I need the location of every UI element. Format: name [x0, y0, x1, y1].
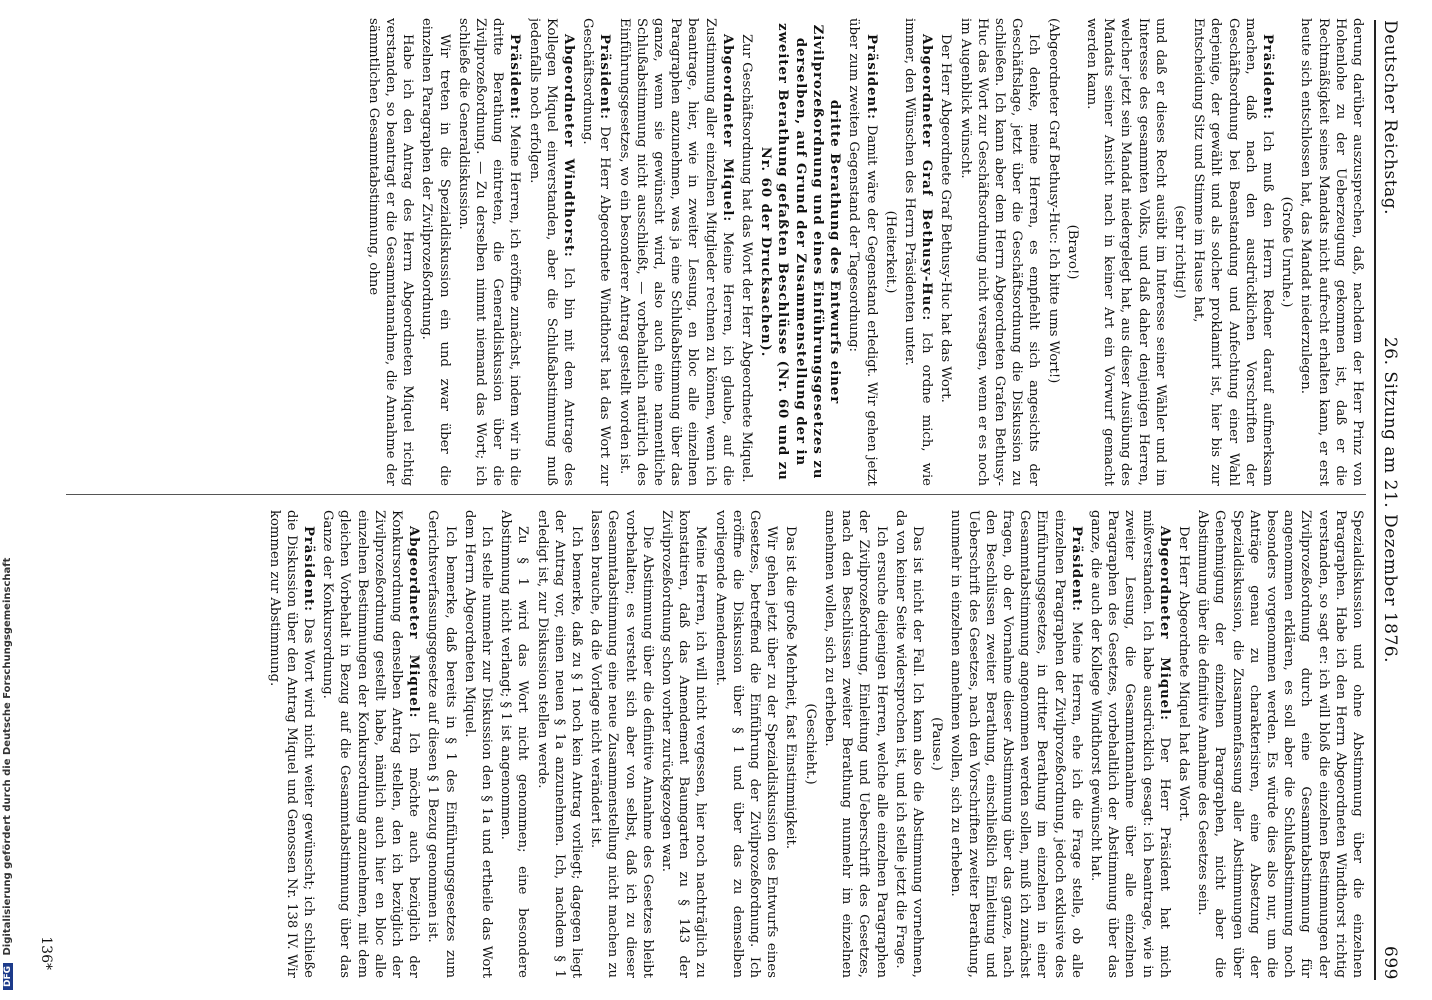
- document-page: [10, 0, 1410, 1000]
- speaker-name: Abgeordneter Windthorst:: [561, 34, 577, 258]
- paragraph: [1044, 18, 1061, 486]
- paragraph: [738, 18, 755, 486]
- column-divider: [66, 494, 1366, 495]
- paragraph-text: und daß er dieses Recht ausübt im Interesse seiner Wähler und im Interesse des gesammten Volks, und daß daher denjenigen Herren, welcher jetzt sein Mandat niedergelegt hat, aus dieser Ausübung des Mandats seiner Ansicht nach in keiner Art ein Vorwurf gemacht werden kann.: [1083, 18, 1168, 486]
- paragraph-text: Wir gehen jetzt über zu der Spezialdiskussion des Entwurfs eines Gesetzes, betreffend die Einführung der Zivilprozeßordnung. Ich eröffne die Diskussion über § 1 und über das zu demselben vorliegende Amendement.: [712, 510, 780, 978]
- speaker-name: Abgeordneter Miquel:: [719, 34, 735, 223]
- paragraph: [956, 18, 1042, 486]
- paragraph-text: Der Herr Abgeordnete Miquel hat das Wort.: [1175, 526, 1191, 822]
- paragraph-text: Meine Herren, ich eröffne zunächst, indem wir in die dritte Berathung eintreten, die Generaldiskussion über die Zivilprozeßordnung. — Zu derselben nimmt niemand das Wort; ich schließe die Generaldiskussion.: [455, 18, 523, 486]
- paragraph: [1278, 18, 1295, 486]
- paragraph: [845, 18, 879, 486]
- speaker-name: Abgeordneter Miquel:: [406, 526, 422, 719]
- paragraph-text: Der Herr Abgeordnete Graf Bethusy-Huc hat das Wort.: [938, 34, 954, 403]
- paragraph: [587, 510, 656, 978]
- paragraph: [1175, 510, 1192, 978]
- paragraph: [525, 18, 577, 486]
- page-number: 699: [1380, 946, 1400, 980]
- paragraph-text: derung darüber auszusprechen, daß, nachdem der Herr Prinz von Hohenlohe zu der Ueberzeugung gekommen ist, daß er die Rechtmäßigkeit seines Mandats nicht aufrecht erhalten kann, er erst heute sich entschlossen hat, das Mandat niederzulegen.: [1298, 18, 1365, 486]
- paragraph: [937, 18, 954, 486]
- paragraph: [615, 18, 735, 486]
- paragraph: [802, 510, 819, 978]
- paragraph: [319, 510, 422, 978]
- paragraph-text: Das ist nicht der Fall. Ich kann also die Abstimmung vornehmen, da von keiner Seite widersprochen ist, und ich stelle jetzt die Frage.: [892, 510, 925, 978]
- paragraph: [757, 18, 843, 486]
- paragraph-text: Ich muß den Herrn Redner darauf aufmerksam machen, daß nach den ausdrücklichen Vorschriften der Geschäftsordnung bei Beanstandung und Anfechtung einer Wahl derjenige, der gewählt und als solcher proklamirt ist, hier bis zur Entscheidung Sitz und Stimme im Hause hat,: [1191, 18, 1275, 486]
- paragraph: [418, 18, 452, 486]
- paragraph-text: Wir treten in die Spezialdiskussion ein und zwar über die einzelnen Paragraphen der Zivilprozeßordnung.: [419, 18, 452, 486]
- paragraph-text: Ich denke, meine Herren, es empfiehlt sich angesichts der Geschäftslage, jetzt über die Geschäftsordnung die Diskussion zu schließen. Ich kann aber dem Herrn Abgeordneten Grafen Bethusy-Huc das Wort zur Geschäftsordnung nicht versagen, wenn er es noch im Augenblick wünscht.: [957, 18, 1042, 486]
- paragraph: [461, 510, 495, 978]
- digitization-notice: [2, 557, 16, 990]
- speaker-name: Abgeordneter Miquel:: [1156, 526, 1172, 721]
- paragraph: [882, 18, 899, 486]
- paragraph: [821, 510, 890, 978]
- paragraph-text: Ich möchte auch bezüglich der Konkursordnung denselben Antrag stellen, den ich bezüglich der Zivilprozeßordnung gestellt habe, nämlich auch hier en bloc alle einzelnen Bestimmungen der Konkursordnung anzunehmen, mit dem gleichen Vorbehalt in Bezug auf die Gesammtabstimmung über das Ganze der Konkursordnung.: [320, 510, 422, 978]
- paragraph: [1171, 18, 1188, 486]
- paragraph-text: Ich ersuche diejenigen Herren, welche alle einzelnen Paragraphen der Zivilprozeßordnung, Einleitung und Ueberschrift des Gesetzes, nach den Beschlüssen zweiter Berathung nunmehr im einzelnen annehmen wollen, sich zu erheben.: [821, 510, 889, 978]
- paragraph: [892, 510, 926, 978]
- paragraph: [1083, 18, 1169, 486]
- speaker-name: Präsident:: [301, 526, 317, 613]
- page-header: [1374, 20, 1402, 980]
- paragraph-text: Ich ordne mich, wie immer, den Wünschen des Herrn Präsidenten unter.: [901, 18, 935, 486]
- paragraph-text: Ich bemerke, daß bereits in § 1 des Einführungsgesetzes zum Gerichtsverfassungsgesetze auf diesen § 1 Bezug genommen ist.: [425, 510, 458, 978]
- paragraph: [424, 510, 458, 978]
- paragraph-text: dritte Berathung des Entwurfs einer Zivilprozeßordnung und eines Einführungsgesetzes zu derselben, auf Grund der Zusammenstellung der in zweiter Berathung gefaßten Beschlüsse (Nr. 60 und zu Nr. 60 der Drucksachen).: [758, 23, 843, 481]
- paragraph: [711, 510, 780, 978]
- header-left: Deutscher Reichstag.: [1380, 20, 1400, 215]
- paragraph-text: (Heiterkeit.): [882, 210, 898, 294]
- paragraph: [455, 18, 524, 486]
- paragraph-text: Der Herr Präsident hat mich mißverstanden. Ich habe ausdrücklich gesagt: ich beantrage, wie in zweiter Lesung, die Gesammtannahme über alle einzelnen Paragraphen des Gesetzes, vorbehaltlich der Abstimmung über das ganze, die auch der Kollege Windthorst gewünscht hat.: [1087, 510, 1172, 978]
- paragraph-text: Ich stelle nunmehr zur Diskussion den § 1a und ertheile das Wort dem Herrn Abgeordneten Miquel.: [461, 510, 495, 978]
- paragraph-text: Habe ich den Antrag des Herrn Abgeordneten Miquel richtig verstanden, so beantragt er die Gesammtannahme, die Annahme der sämmtlichen Gesammtabstimmung, ohne: [365, 18, 416, 486]
- paragraph-text: (Große Unruhe.): [1279, 196, 1295, 308]
- speaker-name: Präsident:: [597, 34, 613, 121]
- paragraph: [1194, 510, 1366, 978]
- paragraph: [1064, 18, 1081, 486]
- paragraph-text: Ich bemerke, daß zu § 1 noch kein Antrag vorliegt; dagegen liegt der Antrag vor, einen neuen § 1a anzunehmen. Ich, nachdem § 1 erledigt ist, zur Diskussion stellen werde.: [534, 510, 585, 978]
- paragraph-text: Damit wäre der Gegenstand erledigt. Wir gehen jetzt über zum zweiten Gegenstand der Tagesordnung:: [846, 18, 879, 486]
- paragraph: [1087, 510, 1173, 978]
- paragraph: [947, 510, 1085, 978]
- paragraph: [365, 18, 417, 486]
- speaker-name: Präsident:: [507, 34, 523, 121]
- left-column: [66, 18, 1366, 486]
- digitization-text: Digitalisierung gefördert durch die Deutsche Forschungsgemeinschaft: [2, 557, 13, 956]
- paragraph-text: Das ist die große Mehrheit, fast Einstimmigkeit.: [783, 526, 799, 850]
- paragraph: [658, 510, 710, 978]
- speaker-name: Präsident:: [863, 34, 879, 121]
- paragraph-text: (Bravo!): [1064, 224, 1080, 280]
- paragraph: [928, 510, 945, 978]
- right-column: [66, 510, 1366, 978]
- speaker-name: Abgeordneter Graf Bethusy-Huc:: [919, 34, 935, 322]
- paragraph-text: Zur Geschäftsordnung hat das Wort der Herr Abgeordnete Miquel.: [739, 34, 755, 483]
- paragraph-text: Spezialdiskussion und ohne Abstimmung über die einzelnen Paragraphen. Habe ich den Herrn Abgeordneten Windthorst richtig verstanden, so sagt er: ich will bloß die einzelnen Bestimmungen der Zivilprozeßordnung durch eine Gesammtabstimmung für angenommen erklären, es soll aber die Schlußabstimmung noch besonders vorgenommen werden. Es würde dies also nur, um die Anträge genau zu charakterisiren, eine Absetzung der Spezialdiskussion, die Zusammenfassung aller Abstimmungen über Genehmigung der einzelnen Paragraphen, nicht aber die Abstimmung über die definitive Annahme des Gesetzes sein.: [1195, 510, 1365, 978]
- dfg-logo: DFG: [3, 963, 13, 990]
- paragraph-text: Das Wort wird nicht weiter gewünscht; ich schließe die Diskussion über den Antrag Miquel und Genossen Nr. 138 IV. Wir kommen zur Abstimmung.: [266, 510, 317, 978]
- paragraph-text: Der Herr Abgeordnete Windthorst hat das Wort zur Geschäftsordnung.: [580, 18, 613, 486]
- paragraph-text: Meine Herren, ehe ich die Frage stelle, ob alle einzelnen Paragraphen der Zivilprozeßordnung, jedoch exklusive des Einführungsgesetzes, in dritter Berathung im einzelnen in einer Gesammtabstimmung angenommen werden sollen, muß ich zunächst fragen, ob der Vornahme dieser Abstimmung über das ganze, nach den Beschlüssen zweiter Berathung, einschließlich Einleitung und Ueberschrift des Gesetzes, nach den Vorschriften zweiter Berathung, nunmehr in einzelnen annehmen wollen, sich zu erheben.: [948, 510, 1084, 978]
- header-center: 26. Sitzung am 21. Dezember 1876.: [1380, 336, 1400, 664]
- speaker-name: Präsident:: [1259, 34, 1275, 121]
- paragraph: [533, 510, 585, 978]
- paragraph: [579, 18, 613, 486]
- paragraph-text: (Geschieht.): [802, 703, 818, 785]
- paragraph: [1297, 18, 1366, 486]
- paragraph: [1190, 18, 1276, 486]
- footer-page-mark: 136*: [38, 936, 54, 970]
- paragraph-text: Ich bin mit dem Antrage des Kollegen Miquel einverstanden, aber die Schlußabstimmung muß jedenfalls noch erfolgen.: [526, 18, 577, 486]
- paragraph-text: Zu § 1 wird das Wort nicht genommen; eine besondere Abstimmung nicht verlangt; § 1 ist angenommen.: [498, 510, 531, 978]
- paragraph-text: Die Abstimmung über die definitive Annahme des Gesetzes bleibt vorbehalten; es versteht sich aber von selbst, daß ich zu dieser Gesammtabstimmung eine neue Zusammenstellung nicht machen zu lassen brauche, da die Vorlage nicht verändert ist.: [588, 510, 655, 978]
- paragraph: [782, 510, 799, 978]
- speaker-name: Präsident:: [1068, 526, 1084, 613]
- paragraph-text: Meine Herren, ich glaube, auf die Zustimmung aller einzelnen Mitglieder rechnen zu können, wenn ich beantrage, hier, wie in zweiter Lesung, en bloc alle einzelnen Paragraphen anzunehmen, was ja eine Schlußabstimmung über das ganze, wenn sie gewünscht wird, also auch eine namentliche Schlußabstimmung nicht ausschließt, — vorbehaltlich natürlich des Einführungsgesetzes, wo ein besonderer Antrag gestellt worden ist.: [616, 18, 735, 486]
- paragraph-text: (Pause.): [929, 717, 945, 771]
- paragraph-text: Meine Herren, ich will nicht vergessen, hier noch nachträglich zu konstatiren, daß das Amendement Baumgarten zu § 143 der Zivilprozeßordnung schon vorher zurückgezogen war.: [659, 510, 709, 978]
- paragraph-text: (sehr richtig!): [1171, 205, 1187, 299]
- paragraph: [265, 510, 317, 978]
- paragraph-text: (Abgeordneter Graf Bethusy-Huc: Ich bitte ums Wort!): [1045, 18, 1061, 384]
- paragraph: [497, 510, 531, 978]
- paragraph: [901, 18, 935, 486]
